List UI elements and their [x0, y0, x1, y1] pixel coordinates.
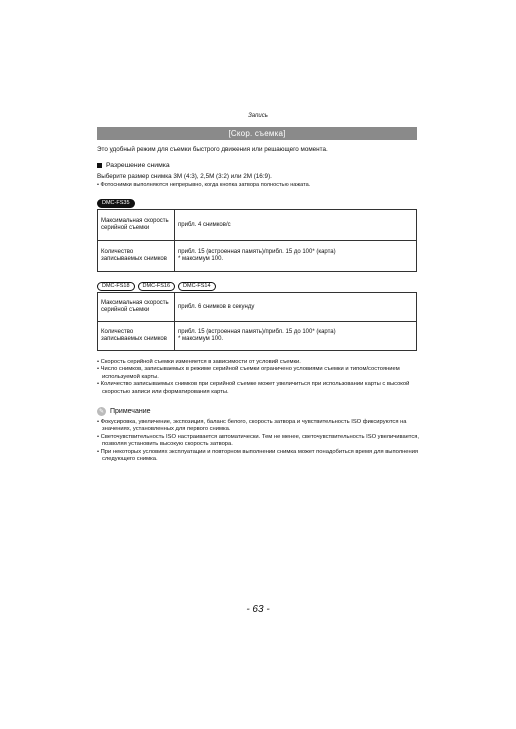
row-value-cell [175, 322, 417, 351]
section-header: Запись [248, 113, 268, 119]
page-title: [Скор. съемка] [97, 127, 417, 140]
table-row [98, 210, 417, 241]
list-item: • Фокусировка, увеличение, экспозиция, баланс белого, скорость затвора и чувствительность ISO фиксируются на значениях, установленных для первого снимка. [97, 419, 407, 433]
spec-table-1 [97, 209, 417, 272]
spec-table-2 [97, 292, 417, 351]
model-tag: DMC-FS14 [178, 282, 216, 291]
note-list [97, 419, 419, 463]
list-item: • Число снимков, записываемых в режиме серийной съемки ограничено условиями съемки и типом/состоянием используемой карты. [97, 366, 400, 380]
model-tag: DMC-FS18 [97, 282, 135, 291]
table-row [98, 241, 417, 272]
row-label: Максимальная скорость серийной съемки [98, 210, 175, 241]
page-number: - 63 - [246, 604, 270, 615]
row-value-cell [175, 241, 417, 272]
note-icon: ✎ [98, 409, 105, 415]
row-label: Количество записываемых снимков [98, 241, 175, 272]
resolution-heading [97, 162, 170, 169]
resolution-instruction: Выберите размер снимка 3M (4:3), 2,5M (3:2) или 2M (16:9). [97, 173, 272, 180]
list-item: • При некоторых условиях эксплуатации и повторном выполнении снимка может понадобиться время для выполнения следующего снимка. [97, 448, 419, 463]
row-footnote: * максимум 100. [178, 256, 224, 262]
bullet-list [97, 359, 419, 396]
row-value: прибл. 4 снимков/с [175, 210, 417, 241]
row-footnote: * максимум 100. [178, 336, 224, 342]
row-label: Максимальная скорость серийной съемки [98, 293, 175, 322]
intro-text: Это удобный режим для съемки быстрого движения или решающего момента. [97, 146, 328, 153]
list-item: • Количество записываемых снимков при серийной съемке может увеличиться при использовании карты с высокой скоростью записи или форматирования карты. [97, 381, 410, 395]
model-tag: DMC-FS35 [97, 199, 135, 208]
table-row [98, 293, 417, 322]
row-label: Количество записываемых снимков [98, 322, 175, 351]
model-tags-2 [97, 282, 216, 291]
resolution-note: • Фотоснимки выполняются непрерывно, когда кнопка затвора полностью нажата. [97, 182, 311, 188]
row-value: прибл. 6 снимков в секунду [175, 293, 417, 322]
row-value: прибл. 15 (встроенная память)/прибл. 15 до 100* (карта) [178, 329, 336, 335]
table-row [98, 322, 417, 351]
resolution-heading-label: Разрешение снимка [106, 162, 170, 169]
list-item: • Светочувствительность ISO настраивается автоматически. Тем не менее, светочувствительность ISO увеличивается, позволяя установить высокую скорость затвора. [97, 433, 420, 448]
model-tag: DMC-FS16 [138, 282, 176, 291]
square-bullet-icon [97, 163, 102, 168]
note-heading-label: Примечание [110, 408, 151, 415]
model-tags-1 [97, 199, 135, 208]
note-heading [97, 407, 151, 416]
list-item: • Скорость серийной съемки изменяется в зависимости от условий съемки. [97, 359, 301, 365]
row-value: прибл. 15 (встроенная память)/прибл. 15 до 100* (карта) [178, 249, 336, 255]
